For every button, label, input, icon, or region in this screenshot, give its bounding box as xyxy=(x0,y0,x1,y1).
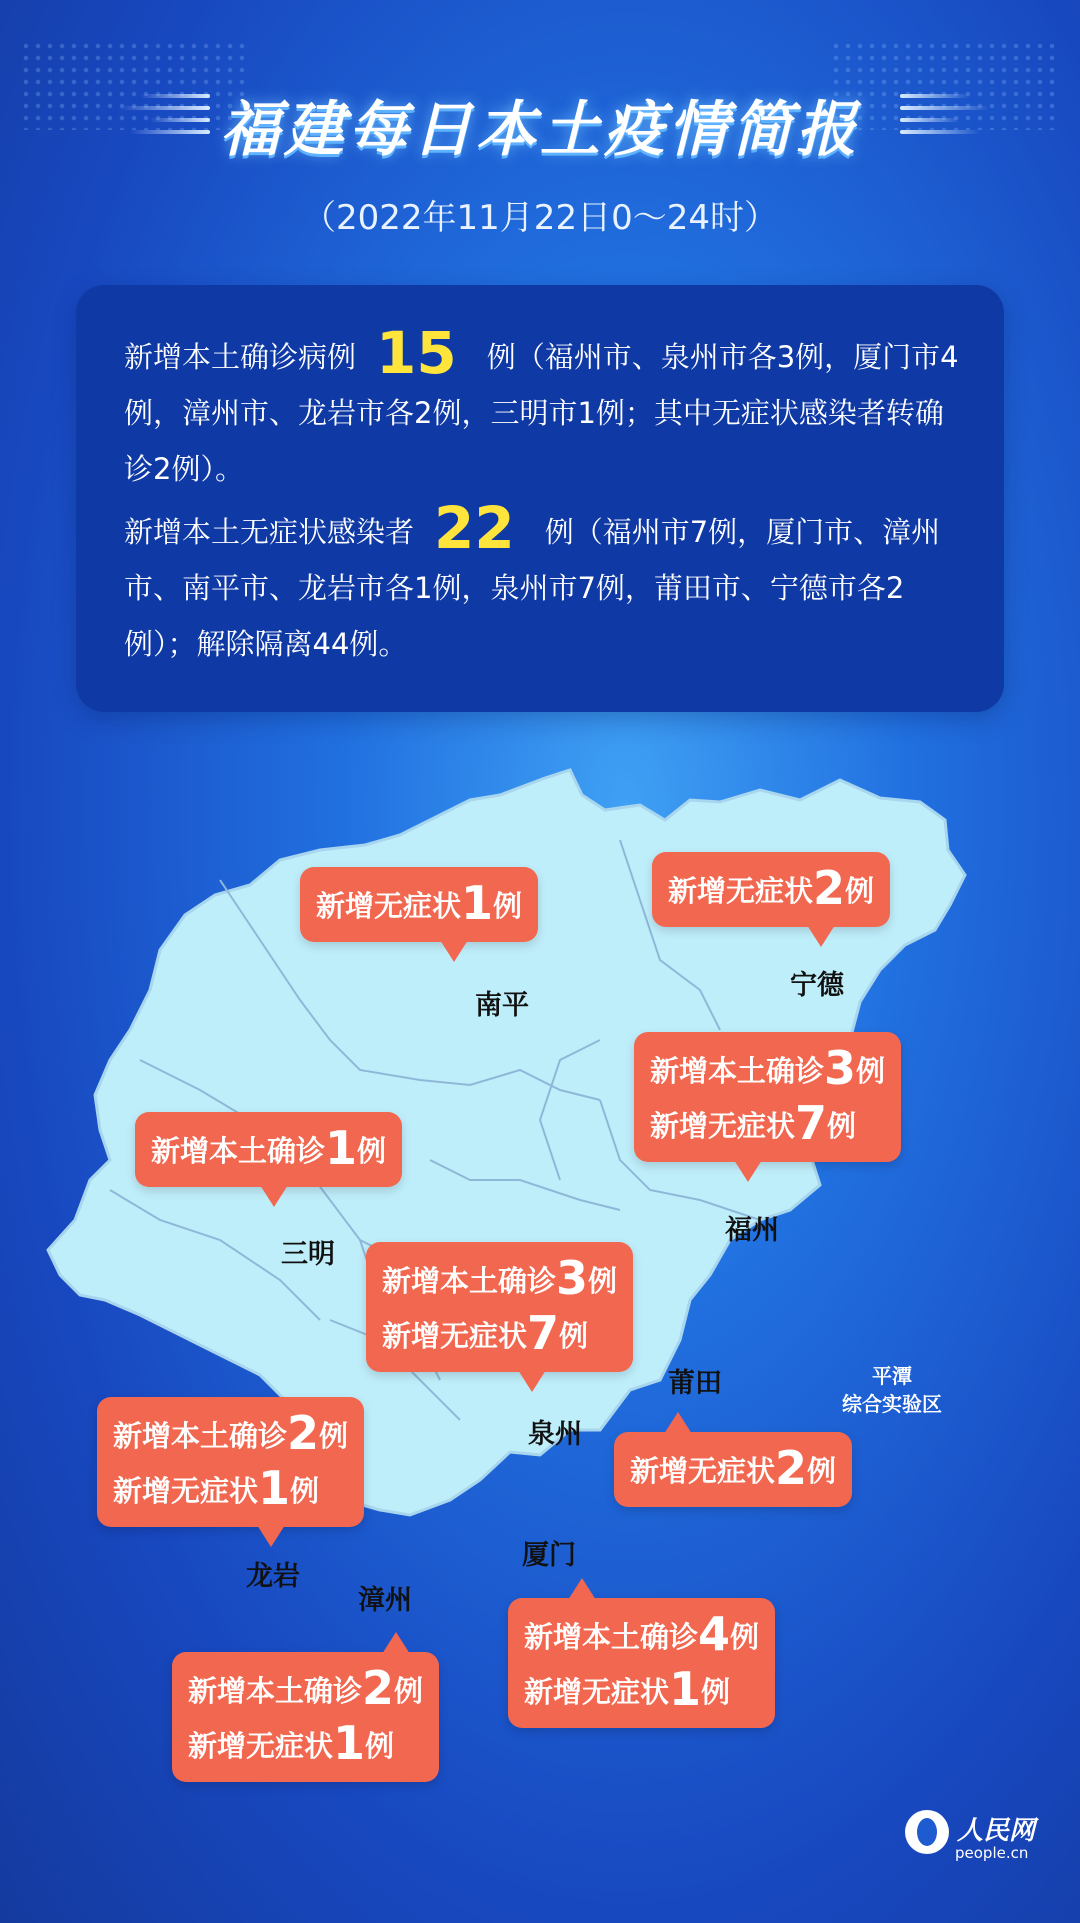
confirmed-label: 新增本土确诊病例 xyxy=(124,340,357,374)
asymptomatic-count: 22 xyxy=(434,494,515,562)
asymptomatic-label: 新增本土无症状感染者 xyxy=(124,515,415,549)
label-conf: 新增本土确诊 xyxy=(524,1620,699,1654)
bubble-line xyxy=(382,1307,617,1362)
bubble-line xyxy=(382,1252,617,1307)
label-unit: 例 xyxy=(730,1620,760,1654)
count-zhangzhou-conf: 2 xyxy=(362,1661,395,1715)
bubble-zhangzhou xyxy=(172,1652,439,1782)
label-asym: 新增无症状 xyxy=(188,1729,334,1763)
label-unit: 例 xyxy=(319,1419,349,1453)
label-unit: 例 xyxy=(845,874,875,908)
city-pingtan xyxy=(842,1362,942,1418)
label-unit: 例 xyxy=(856,1054,886,1088)
date-range: （2022年11月22日0～24时） xyxy=(302,198,778,238)
count-putian-asym: 2 xyxy=(775,1441,808,1495)
label-unit: 例 xyxy=(357,1134,387,1168)
count-longyan-asym: 1 xyxy=(258,1461,291,1515)
city-zhangzhou: 漳州 xyxy=(358,1585,412,1616)
city-sanming: 三明 xyxy=(281,1239,335,1270)
page-title: 福建每日本土疫情简报 xyxy=(220,95,860,165)
city-xiamen: 厦门 xyxy=(522,1540,576,1571)
label-asym: 新增无症状 xyxy=(316,889,462,923)
bubble-line xyxy=(188,1662,423,1717)
bubble-xiamen xyxy=(508,1598,775,1728)
logo-brand: 人民网 xyxy=(957,1816,1036,1846)
city-nanping: 南平 xyxy=(475,990,529,1021)
bubble-fuzhou xyxy=(634,1032,901,1162)
bubble-sanming xyxy=(135,1112,402,1187)
bubble-line xyxy=(113,1462,348,1517)
bubble-longyan xyxy=(97,1397,364,1527)
label-asym: 新增无症状 xyxy=(630,1454,776,1488)
label-asym: 新增无症状 xyxy=(382,1319,528,1353)
bubble-ningde xyxy=(652,852,890,927)
confirmed-summary xyxy=(124,319,964,497)
logo-url: people.cn xyxy=(955,1844,1029,1862)
count-ningde-asym: 2 xyxy=(813,861,846,915)
pingtan-subtitle: 综合实验区 xyxy=(842,1392,942,1416)
label-unit: 例 xyxy=(493,889,523,923)
label-unit: 例 xyxy=(290,1474,320,1508)
count-xiamen-conf: 4 xyxy=(698,1607,731,1661)
label-conf: 新增本土确诊 xyxy=(650,1054,825,1088)
label-conf: 新增本土确诊 xyxy=(382,1264,557,1298)
bubble-line xyxy=(151,1122,386,1177)
people-cn-logo xyxy=(905,1810,1045,1860)
label-unit: 例 xyxy=(394,1674,424,1708)
city-longyan: 龙岩 xyxy=(246,1561,300,1592)
bubble-line xyxy=(650,1097,885,1152)
logo-icon xyxy=(905,1810,949,1854)
bubble-line xyxy=(316,877,522,932)
city-ningde: 宁德 xyxy=(790,970,844,1001)
label-asym: 新增无症状 xyxy=(650,1109,796,1143)
count-quanzhou-conf: 3 xyxy=(556,1251,589,1305)
count-xiamen-asym: 1 xyxy=(669,1662,702,1716)
bubble-line xyxy=(524,1608,759,1663)
bubble-line xyxy=(650,1042,885,1097)
label-unit: 例 xyxy=(701,1675,731,1709)
pingtan-name: 平潭 xyxy=(872,1364,912,1388)
label-conf: 新增本土确诊 xyxy=(113,1419,288,1453)
label-unit: 例 xyxy=(365,1729,395,1763)
city-quanzhou: 泉州 xyxy=(528,1419,582,1450)
label-unit: 例 xyxy=(559,1319,589,1353)
label-conf: 新增本土确诊 xyxy=(151,1134,326,1168)
asymptomatic-summary xyxy=(124,494,964,672)
bubble-nanping xyxy=(300,867,538,942)
bubble-quanzhou xyxy=(366,1242,633,1372)
label-asym: 新增无症状 xyxy=(524,1675,670,1709)
bubble-putian xyxy=(614,1432,852,1507)
count-nanping-asym: 1 xyxy=(461,876,494,930)
asymptomatic-detail: 例（福州市7例，厦门市、漳州市、南平市、龙岩市各1例，泉州市7例，莆田市、宁德市各2例）；解除隔离44例。 xyxy=(124,515,941,661)
bubble-line xyxy=(113,1407,348,1462)
label-conf: 新增本土确诊 xyxy=(188,1674,363,1708)
bubble-line xyxy=(188,1717,423,1772)
label-unit: 例 xyxy=(807,1454,837,1488)
confirmed-detail: 例（福州市、泉州市各3例，厦门市4例，漳州市、龙岩市各2例，三明市1例；其中无症状感染者转确诊2例）。 xyxy=(124,340,959,486)
label-unit: 例 xyxy=(827,1109,857,1143)
fujian-map xyxy=(0,740,1080,1923)
city-fuzhou: 福州 xyxy=(725,1215,779,1246)
summary-panel xyxy=(76,285,1004,712)
bubble-line xyxy=(668,862,874,917)
city-putian: 莆田 xyxy=(668,1368,722,1399)
count-fuzhou-asym: 7 xyxy=(795,1096,828,1150)
confirmed-count: 15 xyxy=(376,319,457,387)
count-quanzhou-asym: 7 xyxy=(527,1306,560,1360)
bubble-line xyxy=(630,1442,836,1497)
label-asym: 新增无症状 xyxy=(113,1474,259,1508)
bubble-line xyxy=(524,1663,759,1718)
label-unit: 例 xyxy=(588,1264,618,1298)
count-zhangzhou-asym: 1 xyxy=(333,1716,366,1770)
label-asym: 新增无症状 xyxy=(668,874,814,908)
count-fuzhou-conf: 3 xyxy=(824,1041,857,1095)
count-sanming-conf: 1 xyxy=(325,1121,358,1175)
count-longyan-conf: 2 xyxy=(287,1406,320,1460)
